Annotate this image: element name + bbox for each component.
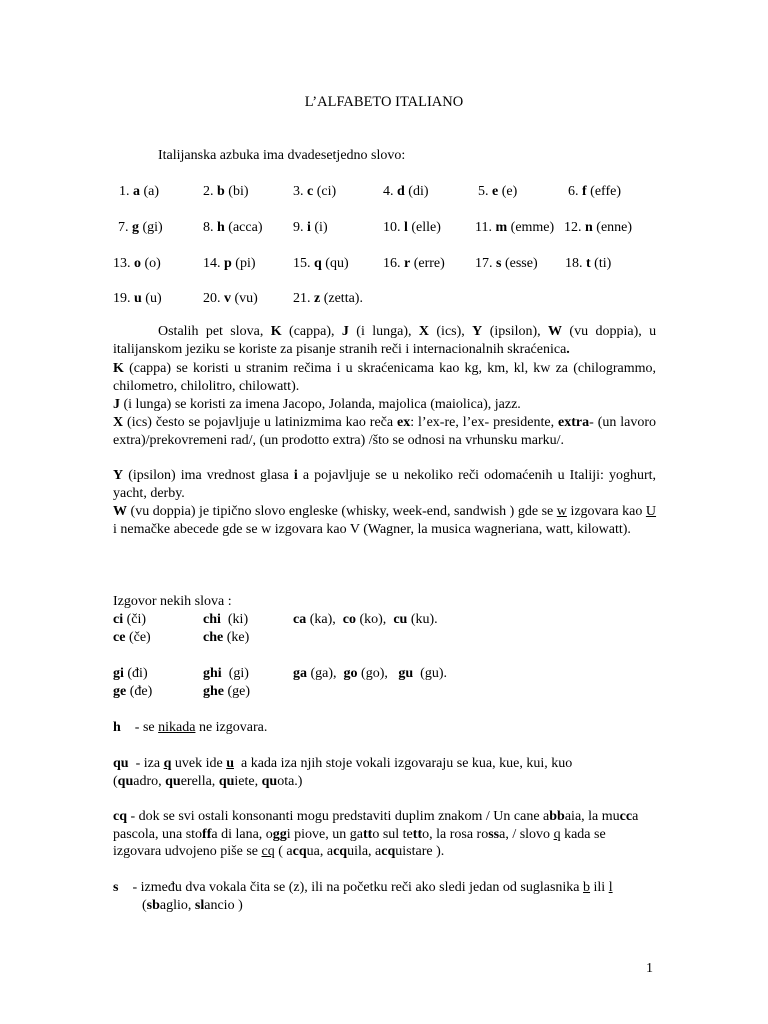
- w-paragraph: [113, 503, 656, 538]
- j-letter: J: [113, 397, 120, 412]
- cq-t9: kada se izgovara udvojeno piše se: [113, 826, 606, 860]
- alphabet-number: 15.: [293, 256, 314, 271]
- qu-q: q: [163, 756, 172, 771]
- h-letter: h: [113, 720, 121, 735]
- alphabet-letter: c: [307, 184, 314, 199]
- cq-t3: a pascola, una sto: [113, 809, 639, 842]
- j-paragraph: [113, 396, 656, 414]
- x-letter: X: [113, 415, 124, 430]
- alphabet-pronunciation: (o): [141, 256, 161, 271]
- cq-t7: o, la rosa ro: [422, 826, 489, 842]
- pron-gu: gu: [398, 666, 414, 681]
- alphabet-letter: u: [134, 291, 142, 306]
- w-U: U: [645, 504, 657, 519]
- alphabet-pronunciation: (ti): [590, 256, 612, 271]
- pron-ce-letters: ce: [113, 630, 126, 645]
- alphabet-number: 11.: [475, 220, 496, 235]
- letter-y: Y: [472, 324, 483, 339]
- alphabet-item: [383, 183, 429, 201]
- cq-cq: cq: [261, 844, 275, 860]
- foreign-dot: .: [566, 341, 570, 357]
- alphabet-number: 2.: [203, 184, 217, 199]
- alphabet-letter: s: [496, 256, 502, 271]
- alphabet-pronunciation: (a): [140, 184, 160, 199]
- y-paragraph: [113, 467, 656, 502]
- x-text-1: (ics) često se pojavljuje u latinizmima kao reča: [127, 415, 394, 430]
- qu-text-3: a kada iza njih stoje vokali izgovaraju se kua, kue, kui, kuo: [240, 756, 573, 771]
- alphabet-letter: f: [582, 184, 587, 199]
- x-text-2: : l’ex-re, l’ex- presidente,: [410, 415, 555, 430]
- cq-t6: o sul te: [372, 826, 413, 842]
- cq-t4: a di lana, o: [211, 826, 273, 842]
- qu-rule-line1: [113, 755, 572, 773]
- alphabet-item: [119, 183, 159, 201]
- s-open-paren: (: [142, 898, 147, 913]
- alphabet-pronunciation: (u): [141, 291, 162, 306]
- y-text-2: a pojavljuje se u nekoliko reči odomaćenih u Italiji: yoghurt, yacht, derby.: [113, 468, 657, 501]
- cq-t2: aia, la mu: [564, 809, 620, 824]
- alphabet-pronunciation: (acca): [224, 220, 263, 235]
- alphabet-pronunciation: (esse): [501, 256, 538, 271]
- alphabet-number: 21.: [293, 291, 314, 306]
- alphabet-item: [293, 255, 349, 273]
- alphabet-letter: r: [404, 256, 411, 271]
- s-rule-examples: [142, 897, 243, 915]
- cq-tt2: tt: [412, 826, 423, 842]
- cq-ff: ff: [202, 826, 212, 842]
- cq-t1: - dok se svi ostali konsonanti mogu predstaviti duplim znakom / Un cane a: [130, 809, 550, 824]
- alphabet-item: [564, 219, 632, 237]
- letter-k-pron: (cappa),: [289, 324, 335, 339]
- pronunciation-title: Izgovor nekih slova :: [113, 594, 232, 609]
- alphabet-item: [203, 255, 256, 273]
- alphabet-number: 20.: [203, 291, 224, 306]
- alphabet-number: 5.: [478, 184, 492, 199]
- cq-t12: uila, a: [347, 844, 382, 860]
- alphabet-item: [293, 290, 363, 308]
- letter-j: J: [341, 324, 349, 339]
- qu-rule-examples: (quadro, querella, quiete, quota.): [113, 774, 303, 789]
- s-ex1: sb: [146, 898, 160, 913]
- alphabet-pronunciation: (e): [498, 184, 518, 199]
- alphabet-letter: e: [492, 184, 499, 199]
- w-letter: W: [113, 504, 127, 519]
- qu-example-rest: adro,: [133, 774, 166, 789]
- alphabet-item: [475, 255, 538, 273]
- alphabet-letter: q: [314, 256, 322, 271]
- alphabet-item: [203, 183, 249, 201]
- foreign-intro: Ostalih pet slova,: [158, 324, 264, 339]
- cq-letter: cq: [113, 809, 127, 824]
- alphabet-item: [203, 219, 262, 237]
- cq-t5: i piove, un ga: [286, 826, 363, 842]
- qu-text-2: uvek ide: [174, 756, 223, 771]
- pron-cu-sound: (ku).: [410, 612, 438, 627]
- s-b: b: [583, 880, 591, 895]
- alphabet-letter: n: [585, 220, 593, 235]
- alphabet-pronunciation: (vu): [231, 291, 258, 306]
- s-text-1: - između dva vokala čita se (z), ili na početku reči ako sledi jedan od suglasnika: [132, 880, 580, 895]
- alphabet-letter: l: [404, 220, 408, 235]
- letter-x: X: [418, 324, 429, 339]
- w-text-1: (vu doppia) je tipično slovo engleske (whisky, week-end, sandwish ) gde se: [130, 504, 554, 519]
- s-ex1-rest: aglio,: [159, 898, 195, 913]
- alphabet-letter: i: [307, 220, 311, 235]
- alphabet-pronunciation: (bi): [224, 184, 249, 199]
- alphabet-item: [118, 219, 163, 237]
- alphabet-number: 3.: [293, 184, 307, 199]
- alphabet-letter: p: [224, 256, 232, 271]
- pron-ghe-sound: (ge): [227, 684, 251, 699]
- x-text-3: - (un lavoro extra)/prekovremeni rad/, (un prodotto extra) /što se odnosi na vrhunsku marku/.: [113, 415, 657, 448]
- h-text-2: ne izgovara.: [198, 720, 268, 735]
- alphabet-letter: h: [217, 220, 225, 235]
- pron-chi-letters: chi: [203, 612, 221, 627]
- alphabet-letter: v: [224, 291, 231, 306]
- pron-chi: [203, 611, 248, 629]
- pron-che-letters: che: [203, 630, 224, 645]
- page-title: L’ALFABETO ITALIANO: [304, 94, 464, 110]
- h-nikada: nikada: [158, 720, 196, 735]
- alphabet-item: [383, 219, 441, 237]
- pron-ge-letters: ge: [113, 684, 127, 699]
- alphabet-pronunciation: (qu): [321, 256, 349, 271]
- foreign-intro-end: u italijanskom jeziku se koriste za pisanje stranih reči i internacionalnih skraćenica: [113, 324, 657, 357]
- qu-example-bold: qu: [261, 774, 278, 789]
- alphabet-letter: m: [495, 220, 508, 235]
- foreign-letters-paragraph: [113, 323, 656, 358]
- pron-gi-sound: (đi): [127, 666, 148, 681]
- qu-letter: qu: [113, 756, 129, 771]
- pron-ghe-letters: ghe: [203, 684, 224, 699]
- alphabet-pronunciation: (di): [404, 184, 429, 199]
- pron-ghe: [203, 683, 250, 701]
- alphabet-number: 18.: [565, 256, 586, 271]
- pron-ga-sound: (ga),: [310, 666, 337, 681]
- s-ex2-rest: ancio ): [204, 898, 243, 913]
- cq-cq1: cq: [292, 844, 307, 860]
- intro-text: Italijanska azbuka ima dvadesetjedno slovo:: [158, 148, 406, 163]
- pron-ce-sound: (če): [128, 630, 151, 645]
- h-rule: [113, 719, 267, 737]
- alphabet-letter: a: [133, 184, 140, 199]
- letter-w-pron: (vu doppia),: [569, 324, 642, 339]
- qu-example-rest: iete,: [234, 774, 262, 789]
- pron-ghi: [203, 665, 249, 683]
- cq-bb: bb: [549, 809, 565, 824]
- pron-ghi-sound: (gi): [228, 666, 249, 681]
- alphabet-item: [293, 183, 336, 201]
- alphabet-item: [113, 290, 162, 308]
- cq-gg: gg: [272, 826, 287, 842]
- pron-co-sound: (ko),: [359, 612, 387, 627]
- cq-rule: [113, 808, 648, 861]
- x-extra: extra: [558, 415, 590, 430]
- cq-q: q: [553, 826, 561, 842]
- k-paragraph: [113, 360, 656, 395]
- pron-ci-letters: ci: [113, 612, 124, 627]
- alphabet-item: [113, 255, 161, 273]
- alphabet-letter: d: [397, 184, 405, 199]
- alphabet-number: 17.: [475, 256, 496, 271]
- pron-ci: [113, 611, 146, 629]
- alphabet-item: [478, 183, 517, 201]
- x-ex: ex: [397, 415, 411, 430]
- alphabet-pronunciation: (ci): [313, 184, 337, 199]
- s-text-2: ili: [593, 880, 606, 895]
- alphabet-pronunciation: (emme): [507, 220, 555, 235]
- s-l: l: [608, 880, 613, 895]
- alphabet-letter: z: [314, 291, 321, 306]
- cq-tt1: tt: [363, 826, 373, 842]
- alphabet-item: [568, 183, 621, 201]
- alphabet-number: 6.: [568, 184, 582, 199]
- alphabet-number: 1.: [119, 184, 133, 199]
- cq-t11: ua, a: [306, 844, 334, 860]
- qu-text-1: - iza: [135, 756, 161, 771]
- k-letter: K: [113, 361, 124, 376]
- alphabet-item: [293, 219, 328, 237]
- pron-ge: [113, 683, 152, 701]
- pron-ge-sound: (đe): [129, 684, 153, 699]
- alphabet-item: [475, 219, 554, 237]
- alphabet-letter: g: [132, 220, 139, 235]
- alphabet-letter: b: [217, 184, 225, 199]
- qu-example-bold: qu: [117, 774, 134, 789]
- letter-x-pron: (ics),: [436, 324, 465, 339]
- alphabet-number: 7.: [118, 220, 132, 235]
- alphabet-pronunciation: (erre): [410, 256, 445, 271]
- alphabet-pronunciation: (pi): [231, 256, 256, 271]
- alphabet-letter: o: [134, 256, 141, 271]
- pron-chi-sound: (ki): [227, 612, 249, 627]
- alphabet-number: 14.: [203, 256, 224, 271]
- y-letter: Y: [113, 468, 124, 483]
- alphabet-number: 9.: [293, 220, 307, 235]
- s-letter: s: [113, 880, 119, 895]
- alphabet-number: 4.: [383, 184, 397, 199]
- alphabet-number: 10.: [383, 220, 404, 235]
- qu-example-bold: qu: [218, 774, 235, 789]
- pron-ce: [113, 629, 151, 647]
- letter-j-pron: (i lunga),: [356, 324, 412, 339]
- pron-gi-letters: gi: [113, 666, 124, 681]
- pron-cu: cu: [393, 612, 408, 627]
- letter-k: K: [270, 324, 282, 339]
- pron-ga-go-gu: [293, 665, 447, 683]
- alphabet-number: 13.: [113, 256, 134, 271]
- w-underlined: w: [556, 504, 567, 519]
- k-text: (cappa) se koristi u stranim rečima i u skraćenicama kao kg, km, kl, kw za (chilogrammo, chilometro, chilolitro, chilowatt).: [113, 361, 656, 394]
- alphabet-pronunciation: (effe): [586, 184, 621, 199]
- cq-ss: ss: [488, 826, 500, 842]
- h-text-1: - se: [134, 720, 155, 735]
- pron-che-sound: (ke): [226, 630, 250, 645]
- letter-w: W: [548, 324, 563, 339]
- qu-u: u: [226, 756, 234, 771]
- pron-gu-sound: (gu).: [420, 666, 447, 681]
- page-number: 1: [646, 961, 653, 976]
- alphabet-pronunciation: (elle): [407, 220, 441, 235]
- pron-co: co: [342, 612, 356, 627]
- j-text: (i lunga) se koristi za imena Jacopo, Jolanda, majolica (maiolica), jazz.: [123, 397, 521, 412]
- pron-gi: [113, 665, 148, 683]
- alphabet-pronunciation: (enne): [592, 220, 633, 235]
- pron-ca-sound: (ka),: [309, 612, 336, 627]
- pron-ca-co-cu: [293, 611, 438, 629]
- cq-t8: a, / slovo: [499, 826, 551, 842]
- pron-ga: ga: [293, 666, 307, 681]
- alphabet-pronunciation: (i): [310, 220, 328, 235]
- qu-example-rest: erella,: [180, 774, 219, 789]
- pron-go: go: [343, 666, 358, 681]
- alphabet-pronunciation: (zetta).: [320, 291, 363, 306]
- qu-example-rest: ota.: [277, 774, 298, 789]
- alphabet-item: [565, 255, 611, 273]
- y-text-1: (ipsilon) ima vrednost glasa: [128, 468, 289, 483]
- pron-go-sound: (go),: [361, 666, 388, 681]
- s-ex2: sl: [194, 898, 205, 913]
- x-paragraph: [113, 414, 656, 449]
- pron-che: [203, 629, 249, 647]
- alphabet-number: 8.: [203, 220, 217, 235]
- w-text-2: izgovara kao: [570, 504, 643, 519]
- cq-cq2: cq: [333, 844, 348, 860]
- y-i: i: [293, 468, 298, 483]
- cq-t13: uistare ).: [395, 844, 445, 860]
- cq-cc: cc: [619, 809, 633, 824]
- alphabet-number: 12.: [564, 220, 585, 235]
- pron-ca: ca: [293, 612, 307, 627]
- qu-example-bold: qu: [165, 774, 181, 789]
- alphabet-number: 19.: [113, 291, 134, 306]
- qu-example-list: [118, 774, 298, 789]
- letter-y-pron: (ipsilon),: [489, 324, 541, 339]
- w-text-3: i nemačke abecede gde se w izgovara kao V (Wagner, la musica wagneriana, watt, kilowatt).: [113, 521, 631, 537]
- cq-cq3: cq: [381, 844, 396, 860]
- alphabet-letter: t: [586, 256, 591, 271]
- alphabet-item: [383, 255, 445, 273]
- pron-ci-sound: (či): [126, 612, 147, 627]
- alphabet-number: 16.: [383, 256, 404, 271]
- cq-t10: ( a: [278, 844, 293, 860]
- alphabet-item: [203, 290, 258, 308]
- alphabet-pronunciation: (gi): [139, 220, 163, 235]
- pron-ghi-letters: ghi: [203, 666, 222, 681]
- s-rule-line1: [113, 879, 613, 897]
